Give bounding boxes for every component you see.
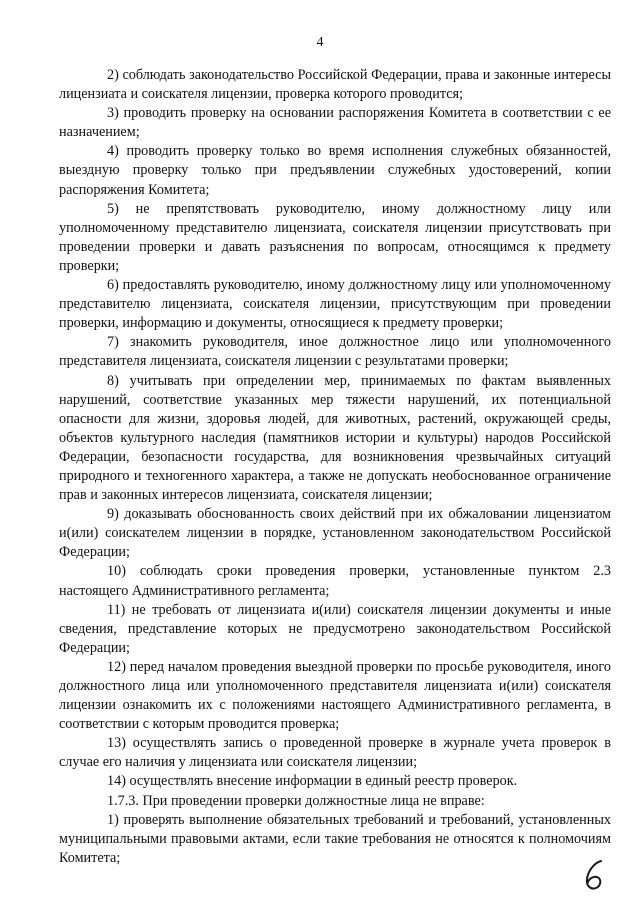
paragraph-item-10: 10) соблюдать сроки проведения проверки, установленные пунктом 2.3 настоящего Административного регламента;: [59, 563, 611, 599]
page-number: 4: [316, 35, 324, 50]
paragraph-item-8: 8) учитывать при определении мер, принимаемых по фактам выявленных нарушений, соответствие указанных мер тяжести нарушений, их потенциальной опасности для жизни, здоровья людей, для животных, растений, окружающей среды, объектов культурного наследия (памятников истории и культуры) народов Российской Федерации, безопасности государства, для возникновения чрезвычайных ситуаций природного и техногенного характера, а также не допускать необоснованное ограничение прав и законных интересов лицензиата, соискателя лицензии;: [59, 372, 611, 504]
document-body: [59, 66, 611, 868]
paragraph-item-2: 2) соблюдать законодательство Российской Федерации, права и законные интересы лицензиата и соискателя лицензии, проверка которого проводится;: [59, 67, 611, 103]
paragraph-item-11: 11) не требовать от лицензиата и(или) соискателя лицензии документы и иные сведения, представление которых не предусмотрено законодательством Российской Федерации;: [59, 601, 611, 656]
paragraph-item-7: 7) знакомить руководителя, иное должностное лицо или уполномоченного представителя лицензиата, соискателя лицензии с результатами проверки;: [59, 334, 611, 370]
paragraph-item-13: 13) осуществлять запись о проведенной проверке в журнале учета проверок в случае его наличия у лицензиата или соискателя лицензии;: [59, 735, 611, 771]
paragraph-item-4: 4) проводить проверку только во время исполнения служебных обязанностей, выездную проверку только при предъявлении служебных удостоверений, копии распоряжения Комитета;: [59, 143, 611, 198]
paragraph-item-9: 9) доказывать обоснованность своих действий при их обжаловании лицензиатом и(или) соискателем лицензии в порядке, установленном законодательством Российской Федерации;: [59, 506, 611, 561]
paragraph-item-6: 6) предоставлять руководителю, иному должностному лицу или уполномоченному представителю лицензиата, соискателя лицензии, присутствующим при проведении проверки, информацию и документы, относящиеся к предмету проверки;: [59, 277, 611, 332]
paragraph-item-14: 14) осуществлять внесение информации в единый реестр проверок.: [107, 773, 518, 790]
handwritten-page-mark: [582, 858, 608, 892]
paragraph-item-12: 12) перед началом проведения выездной проверки по просьбе руководителя, иного должностного лица или уполномоченного представителя лицензиата и(или) соискателя лицензии ознакомить их с положениями настоящего Административного регламента, в соответствии с которым проводится проверка;: [59, 658, 611, 733]
paragraph-item-3: 3) проводить проверку на основании распоряжения Комитета в соответствии с ее назначением;: [59, 105, 611, 141]
paragraph-item-5: 5) не препятствовать руководителю, иному должностному лицу или уполномоченному представителю лицензиата, соискателя лицензии присутствовать при проведении проверки и давать разъяснения по вопросам, относящимся к предмету проверки;: [59, 200, 611, 274]
section-heading-1-7-3: 1.7.3. При проведении проверки должностные лица не вправе:: [107, 792, 485, 809]
prohibition-item-1: 1) проверять выполнение обязательных требований и требований, установленных муниципальными правовыми актами, если такие требования не относятся к полномочиям Комитета;: [59, 811, 611, 866]
